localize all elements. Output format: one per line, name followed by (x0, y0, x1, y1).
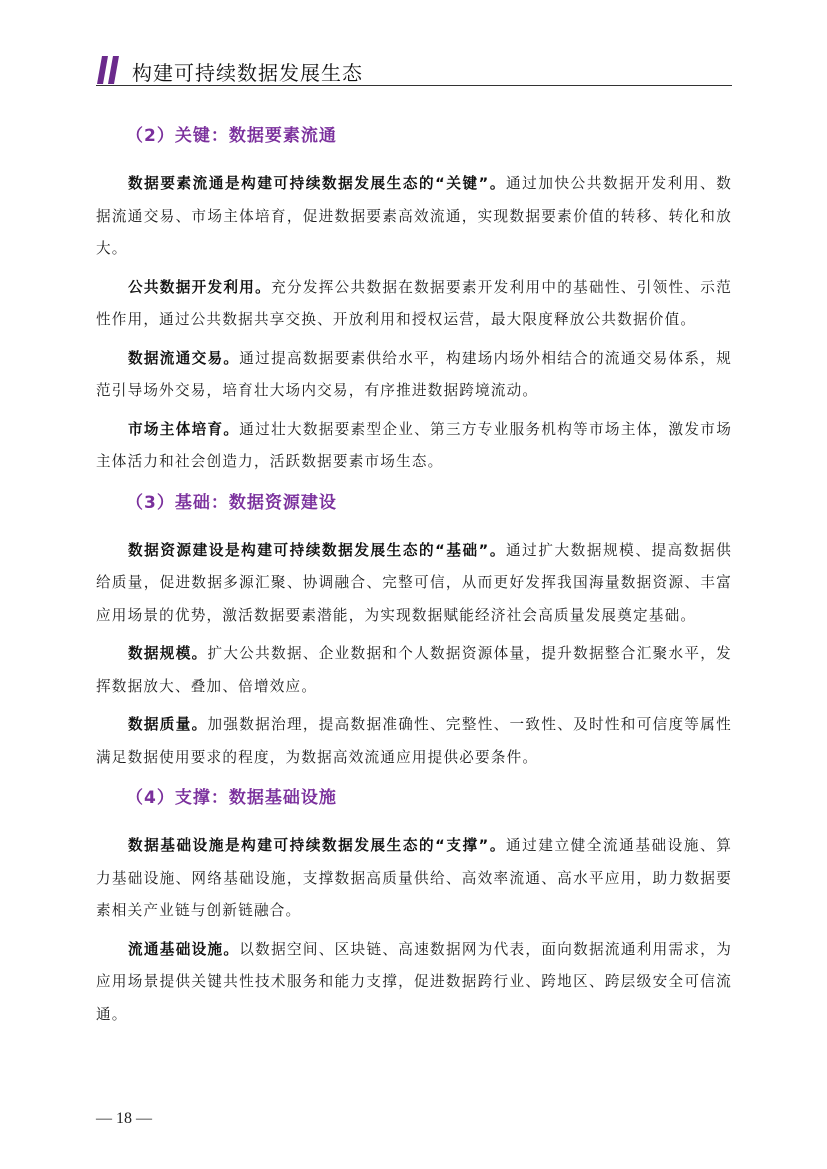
paragraph-lead: 数据流通交易。 (128, 349, 240, 367)
paragraph-lead: 数据基础设施是构建可持续数据发展生态的“支撑”。 (128, 837, 507, 854)
paragraph-text: 通过加快公共数据开发利用、数据流通交易、市场主体培育，促进数据要素高效流通，实现数据要素价值的转移、转化和放大。 (96, 175, 732, 257)
header-title: 构建可持续数据发展生态 (132, 61, 363, 85)
page-body (96, 118, 732, 1037)
paragraph-lead: 数据质量。 (128, 716, 208, 733)
section-heading: （2）关键：数据要素流通 (126, 126, 337, 146)
paragraph-lead: 数据规模。 (128, 645, 208, 662)
paragraph (96, 709, 732, 774)
header-bars-icon (96, 56, 122, 84)
paragraph-text: 通过建立健全流通基础设施、算力基础设施、网络基础设施，支撑数据高质量供给、高效率流通、高水平应用，助力数据要素相关产业链与创新链融合。 (96, 837, 732, 919)
paragraph (96, 414, 732, 479)
section-heading: （4）支撑：数据基础设施 (126, 788, 337, 808)
page-number: — 18 — (96, 1110, 152, 1127)
paragraph-lead: 市场主体培育。 (128, 420, 240, 438)
paragraph-text: 通过壮大数据要素型企业、第三方专业服务机构等市场主体，激发市场主体活力和社会创造力，活跃数据要素市场生态。 (96, 420, 732, 470)
paragraph (96, 343, 732, 408)
paragraph (96, 272, 732, 337)
paragraph (96, 830, 732, 928)
paragraph-text: 充分发挥公共数据在数据要素开发利用中的基础性、引领性、示范性作用，通过公共数据共享交换、开放利用和授权运营，最大限度释放公共数据价值。 (96, 278, 732, 328)
paragraph-lead: 流通基础设施。 (128, 940, 240, 958)
paragraph-lead: 数据资源建设是构建可持续数据发展生态的“基础”。 (128, 541, 507, 559)
paragraph-lead: 公共数据开发利用。 (128, 278, 272, 296)
paragraph-text: 扩大公共数据、企业数据和个人数据资源体量，提升数据整合汇聚水平，发挥数据放大、叠加、倍增效应。 (96, 645, 732, 695)
paragraph-text: 加强数据治理，提高数据准确性、完整性、一致性、及时性和可信度等属性满足数据使用要求的程度，为数据高效流通应用提供必要条件。 (96, 716, 732, 766)
paragraph-text: 以数据空间、区块链、高速数据网为代表，面向数据流通利用需求，为应用场景提供关键共性技术服务和能力支撑，促进数据跨行业、跨地区、跨层级安全可信流通。 (96, 940, 732, 1023)
paragraph (96, 535, 732, 633)
paragraph-text: 通过提高数据要素供给水平，构建场内场外相结合的流通交易体系，规范引导场外交易，培育壮大场内交易，有序推进数据跨境流动。 (96, 349, 732, 399)
paragraph-lead: 数据要素流通是构建可持续数据发展生态的“关键”。 (128, 175, 507, 192)
header-divider (96, 85, 732, 86)
paragraph (96, 638, 732, 703)
paragraph (96, 934, 732, 1032)
section-heading: （3）基础：数据资源建设 (126, 492, 337, 513)
paragraph (96, 168, 732, 266)
page-header (96, 52, 732, 86)
paragraph-text: 通过扩大数据规模、提高数据供给质量，促进数据多源汇聚、协调融合、完整可信，从而更好发挥我国海量数据资源、丰富应用场景的优势，激活数据要素潜能，为实现数据赋能经济社会高质量发展奠定基础。 (96, 541, 732, 624)
